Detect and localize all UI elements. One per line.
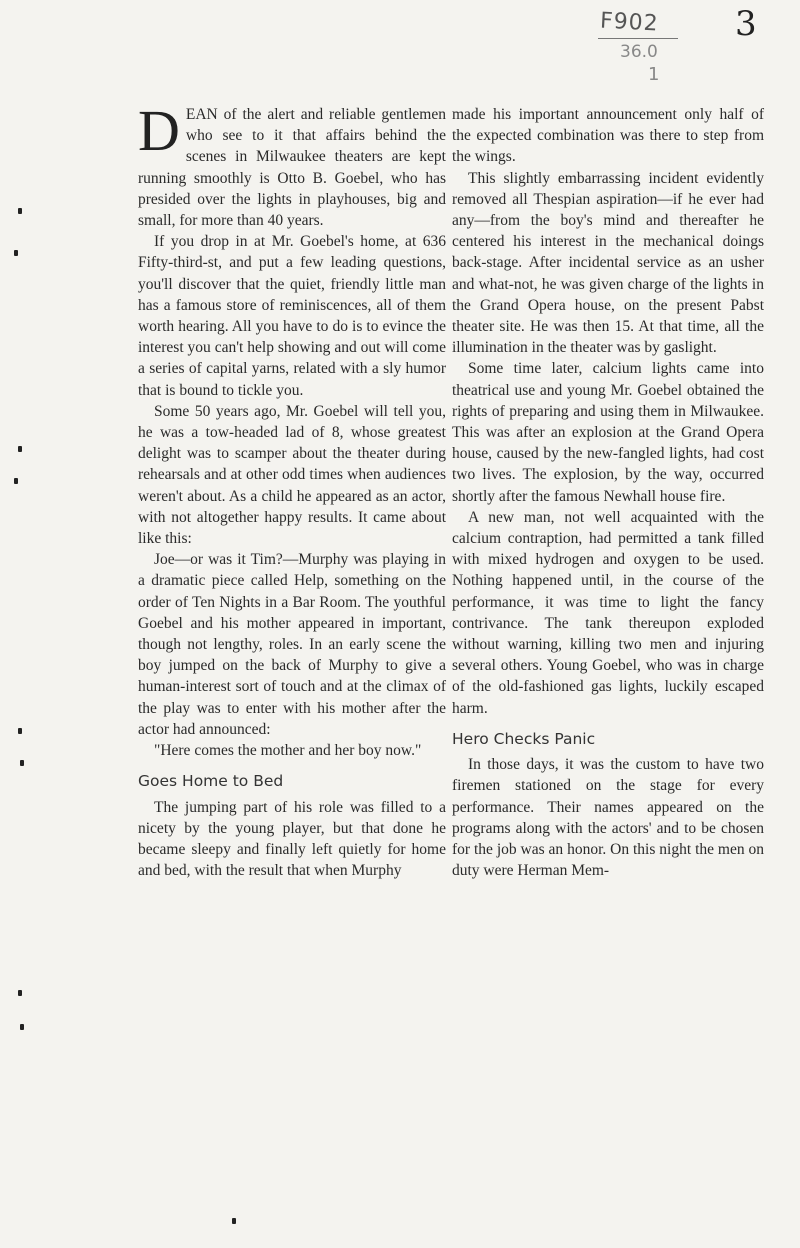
catalog-code: F902: [599, 8, 660, 37]
binding-hole-mark: [20, 1024, 24, 1030]
page-number: 3: [735, 4, 757, 44]
right-column: [452, 104, 764, 881]
binding-hole-mark: [18, 990, 22, 996]
paragraph: This slightly embarrassing incident evidently removed all Thespian aspiration—if he ever had any—from the boy's mind and thereafter he centered his interest in the mechanical doings back-stage. After incidental service as an usher and what-not, he was given charge of the lights in the Grand Opera house, on the present Pabst theater site. He was then 15. At that time, all the illumination in the theater was by gaslight.: [452, 169, 764, 357]
catalog-code-underline: [598, 38, 678, 39]
paragraph: A new man, not well acquainted with the calcium contraption, had permitted a tank filled with mixed hydrogen and oxygen to be used. Nothing happened until, in the course of the performance, it was time to light the fancy contrivance. The tank thereupon exploded without warning, killing two men and injuring several others. Young Goebel, who was in charge of the old-fashioned gas lights, luckily escaped harm.: [452, 508, 764, 717]
binding-hole-mark: [20, 760, 24, 766]
binding-hole-mark: [18, 208, 22, 214]
paragraph: "Here comes the mother and her boy now.": [154, 742, 422, 760]
paragraph: The jumping part of his role was filled to a nicety by the young player, but that done he became sleepy and finally left quietly for home and bed, with the result that when Murphy: [138, 798, 446, 880]
binding-hole-mark: [18, 728, 22, 734]
paragraph: Some time later, calcium lights came into theatrical use and young Mr. Goebel obtained the rights of preparing and using them in Milwaukee. This was after an explosion at the Grand Opera house, caused by the new-fangled lights, had cost two lives. The explosion, by the way, occurred shortly after the famous Newhall house fire.: [452, 360, 764, 505]
paragraph: Joe—or was it Tim?—Murphy was playing in a dramatic piece called Help, something on the order of Ten Nights in a Bar Room. The youthful Goebel and his mother appeared in important, though not lengthy, roles. In an early scene the boy jumped on the back of Murphy to give a human-interest sort of touch and at the climax of the play was to enter with his mother after the actor had announced:: [138, 551, 446, 738]
paragraph: [138, 98, 446, 231]
drop-cap: D: [138, 98, 180, 163]
paragraph: In those days, it was the custom to have two firemen stationed on the stage for every performance. Their names appeared on the programs along with the actors' and to be chosen for the job was an honor. On this night the men on duty were Herman Mem-: [452, 756, 764, 880]
paragraph: If you drop in at Mr. Goebel's home, at 636 Fifty-third-st, and put a few leading questions, you'll discover that the quiet, friendly little man has a famous store of reminiscences, all of them worth hearing. All you have to do is to evince the interest you can't help showing and out will come a series of capital yarns, related with a sly humor that is bound to tickle you.: [138, 233, 446, 399]
binding-hole-mark: [18, 446, 22, 452]
paragraph-text: EAN of the alert and reliable gentlemen who see to it that affairs behind the scenes in Milwaukee theaters are kept running smoothly is Otto B. Goebel, who has presided over the lights in playhouses, big and small, for more than 40 years.: [138, 106, 446, 230]
left-column: [138, 98, 446, 881]
section-heading: Goes Home to Bed: [138, 772, 284, 791]
sub-code: 36.0: [620, 42, 658, 62]
handwritten-mark: 1: [648, 64, 660, 85]
binding-hole-mark: [14, 250, 18, 256]
binding-hole-mark: [14, 478, 18, 484]
section-heading: Hero Checks Panic: [452, 729, 596, 748]
paragraph: made his important announcement only half of the expected combination was there to step from the wings.: [452, 106, 764, 166]
binding-hole-mark: [232, 1218, 236, 1224]
paragraph: Some 50 years ago, Mr. Goebel will tell you, he was a tow-headed lad of 8, whose greatest delight was to scamper about the theater during rehearsals and at other odd times when audiences weren't about. As a child he appeared as an actor, with not altogether happy results. It came about like this:: [138, 402, 446, 548]
